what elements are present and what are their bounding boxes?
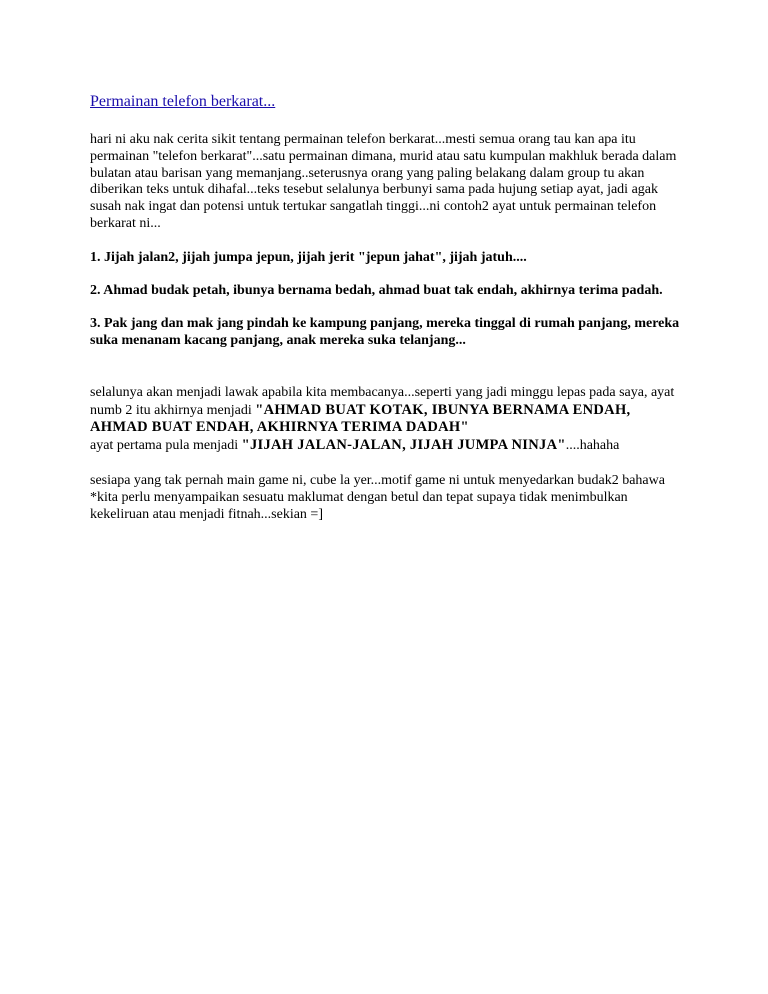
result-quote-2: "JIJAH JALAN-JALAN, JIJAH JUMPA NINJA" <box>241 437 566 454</box>
result-quote-1: "AHMAD BUAT KOTAK, IBUNYA BERNAMA ENDAH, AHMAD BUAT ENDAH, AKHIRNYA TERIMA DADAH" <box>90 401 631 436</box>
result-lead-text: selalunya akan menjadi lawak apabila kita membacanya...seperti yang jadi minggu lepas pada saya, ayat numb 2 itu akhirnya menjadi <box>90 384 675 418</box>
example-item-3: 3. Pak jang dan mak jang pindah ke kampung panjang, mereka tinggal di rumah panjang, mereka suka menanam kacang panjang, anak mereka suka telanjang... <box>90 315 680 348</box>
result-line2-lead: ayat pertama pula menjadi <box>90 438 242 454</box>
closing-paragraph: sesiapa yang tak pernah main game ni, cube la yer...motif game ni untuk menyedarkan budak2 bahawa *kita perlu menyampaikan sesuatu maklumat dengan betul dan tepat supaya tidak menimbulkan kekeliruan atau menjadi fitnah...sekian =] <box>90 472 665 522</box>
example-item-2: 2. Ahmad budak petah, ibunya bernama bedah, ahmad buat tak endah, akhirnya terima padah. <box>90 282 663 298</box>
example-item-1: 1. Jijah jalan2, jijah jumpa jepun, jijah jerit "jepun jahat", jijah jatuh.... <box>90 249 527 265</box>
post-title-link[interactable]: Permainan telefon berkarat... <box>90 93 276 110</box>
spacer <box>90 365 690 385</box>
intro-paragraph: hari ni aku nak cerita sikit tentang permainan telefon berkarat...mesti semua orang tau kan apa itu permainan "telefon berkarat"...satu permainan dimana, murid atau satu kumpulan makhluk berada dalam bulatan atau barisan yang memanjang..seterusnya orang yang paling belakang dalam group tu akan diberikan teks untuk dihafal...teks tesebut selalunya berbunyi sama pada hujung setiap ayat, jadi agak susah nak ingat dan potensi untuk tertukar sangatlah tinggi...ni contoh2 ayat untuk permainan telefon berkarat ni... <box>90 132 677 231</box>
result-line2-tail: ....hahaha <box>565 438 620 454</box>
document-page <box>90 92 690 523</box>
result-paragraph <box>90 385 690 455</box>
